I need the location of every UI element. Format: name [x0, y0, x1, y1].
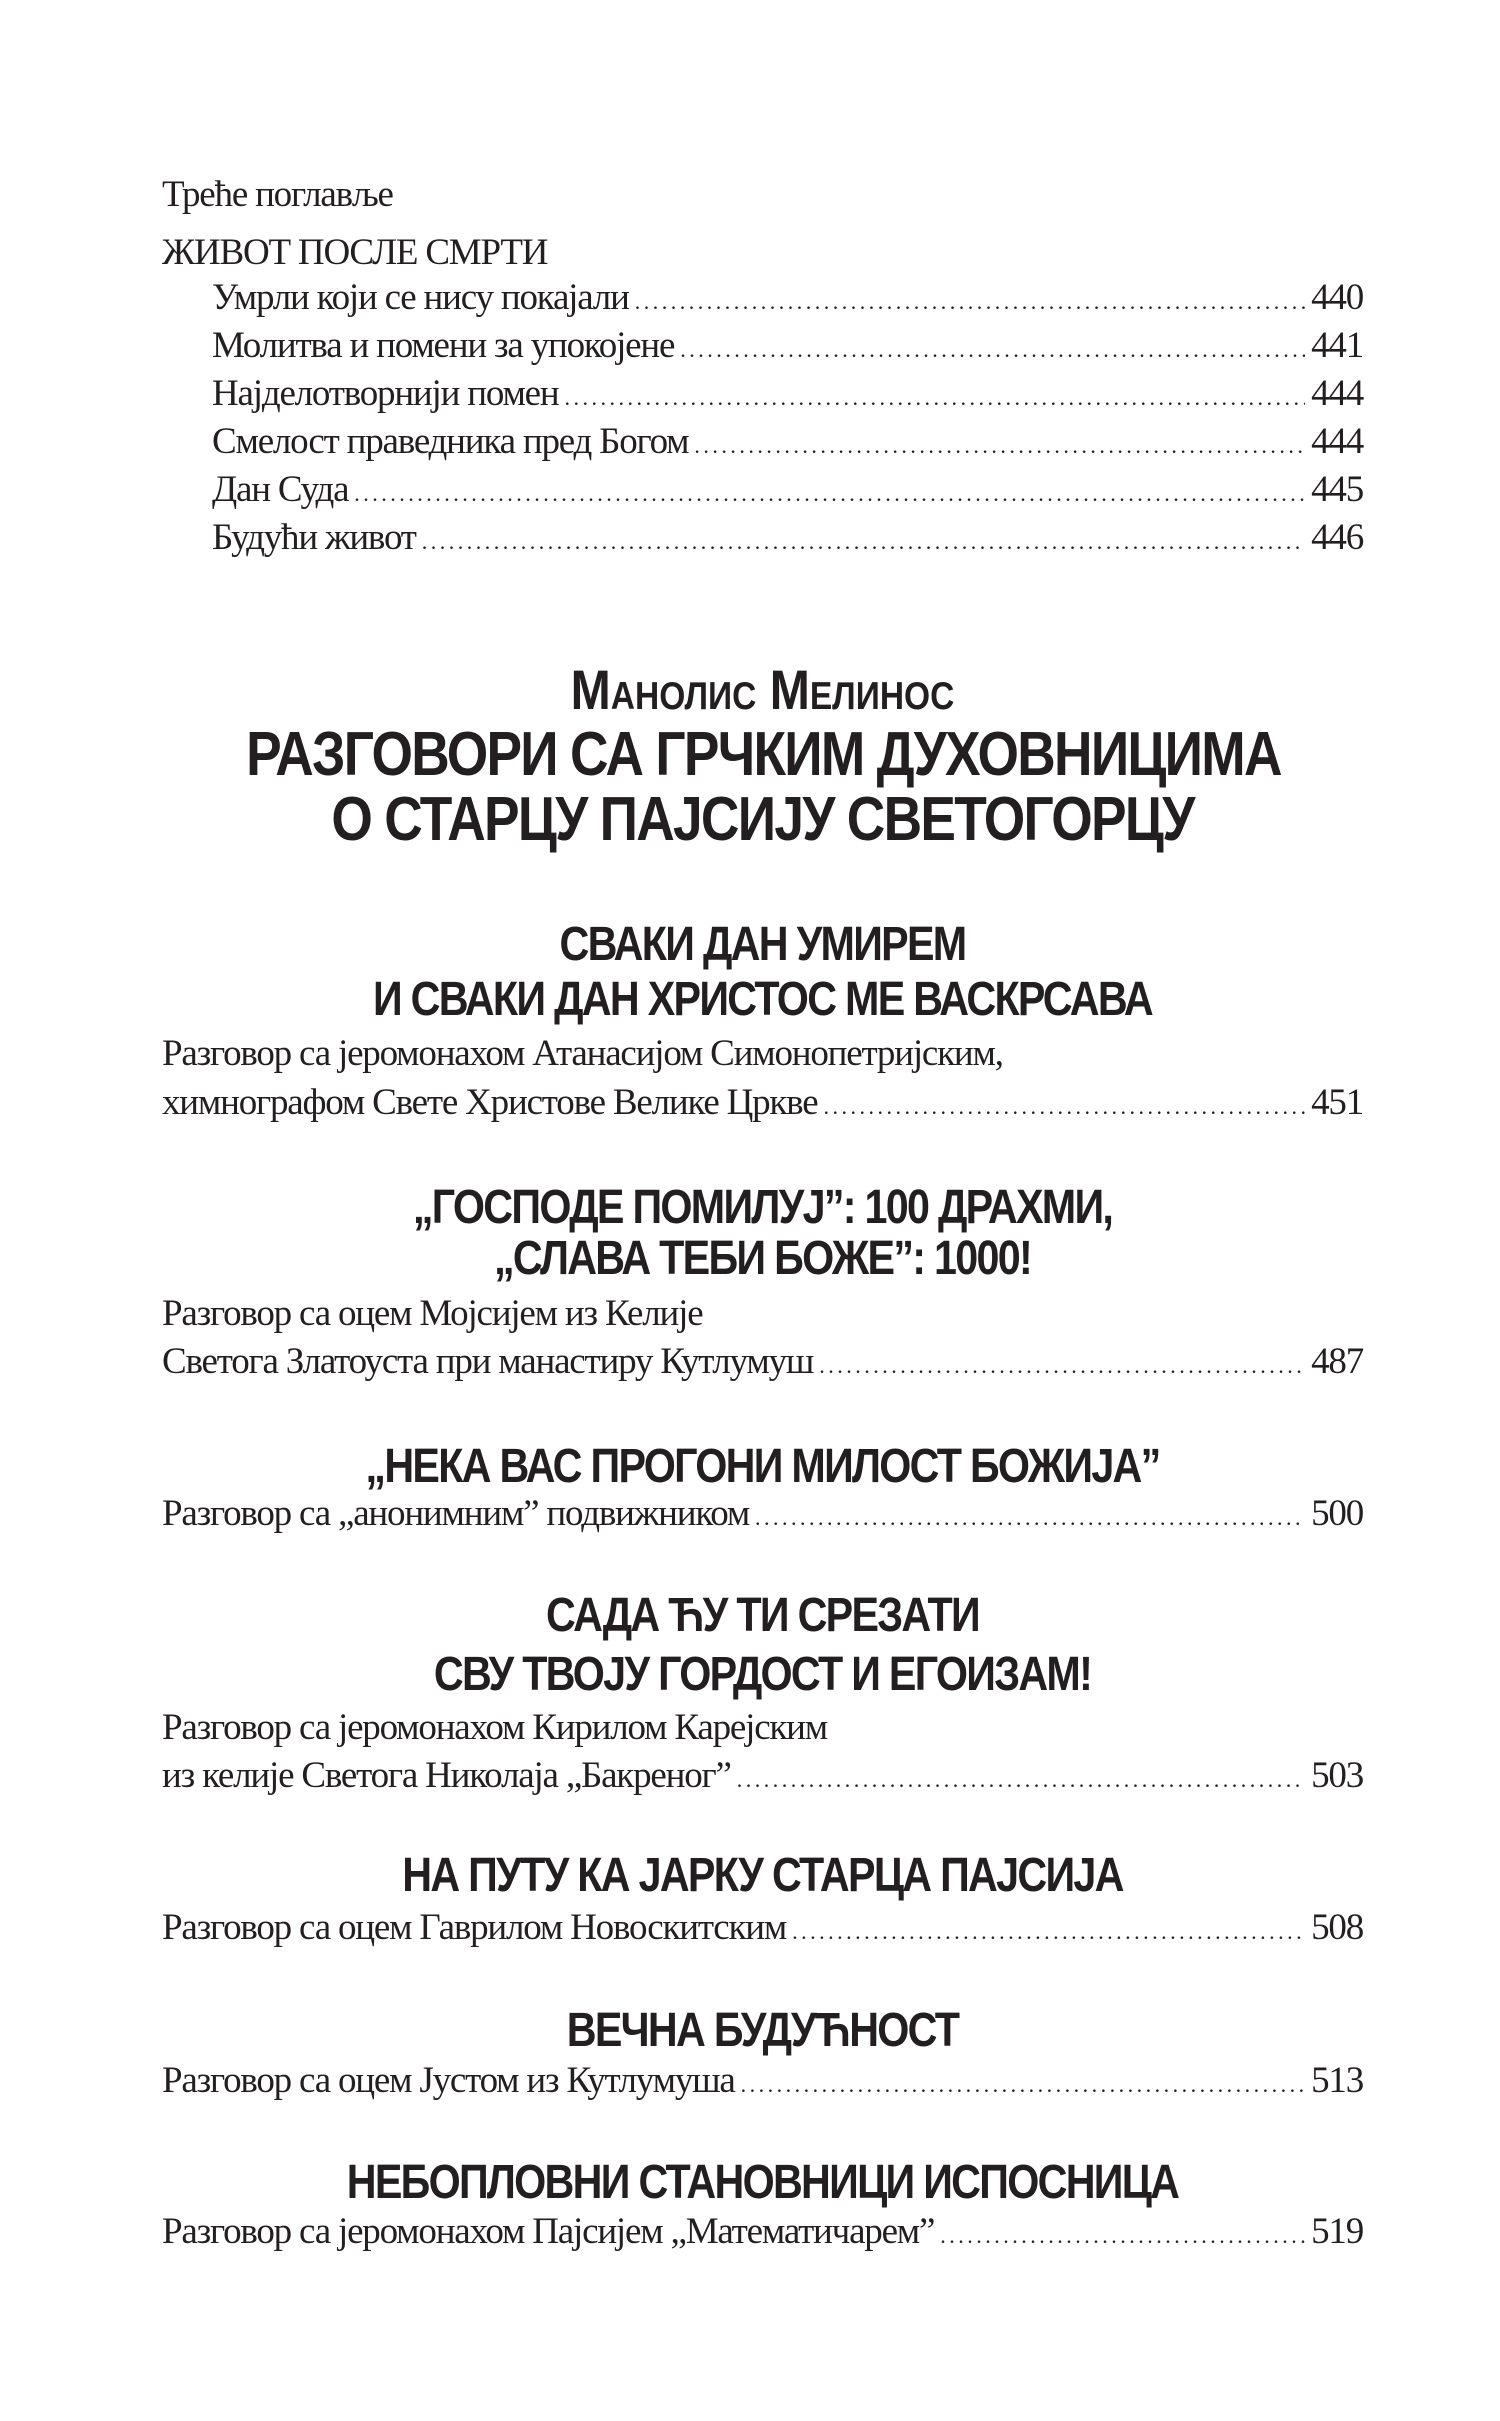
section-subtitle: из келије Светога Николаја „Бакреног”	[162, 1755, 731, 1796]
section-subtitle: Светога Златоуста при манастиру Кутлумуш	[162, 1341, 814, 1382]
toc-entry-page: 500	[1311, 1493, 1363, 1534]
toc-entry[interactable]	[162, 1084, 1363, 1121]
section-subtitle: Разговор са оцем Гаврилом Новоскитским	[162, 1907, 787, 1948]
toc-entry-page: 445	[1311, 469, 1363, 510]
toc-entry-title: Молитва и помени за упокојене	[212, 325, 675, 366]
toc-entry[interactable]	[162, 2213, 1363, 2250]
toc-entry-page: 444	[1311, 373, 1363, 414]
toc-entry[interactable]	[212, 327, 1363, 364]
section-heading: СВАКИ ДАН УМИРЕМ	[559, 918, 966, 971]
section-heading: НЕБОПЛОВНИ СТАНОВНИЦИ ИСПОСНИЦА	[346, 2156, 1179, 2209]
toc-entry-page: 440	[1311, 277, 1363, 318]
toc-entry-page: 444	[1311, 421, 1363, 462]
toc-entry-page: 513	[1311, 2060, 1363, 2101]
toc-entry-page: 503	[1311, 1755, 1363, 1796]
section-subtitle: Разговор са оцем Јустом из Кутлумуша	[162, 2060, 735, 2101]
dot-leader	[680, 327, 1305, 364]
dot-leader	[635, 279, 1305, 316]
dot-leader	[755, 1495, 1305, 1532]
section-heading: СВУ ТВОЈУ ГОРДОСТ И ЕГОИЗАМ!	[433, 1648, 1092, 1701]
book-author: Манолис Мелинос	[570, 658, 955, 721]
toc-entry-page: 508	[1311, 1907, 1363, 1948]
chapter-label: Треће поглавље	[162, 174, 393, 215]
toc-entry-page: 441	[1311, 325, 1363, 366]
section-subtitle: Разговор са јеромонахом Атанасијом Симонопетријским,	[162, 1033, 1003, 1074]
book-title-line-2: О СТАРЦУ ПАЈСИЈУ СВЕТОГОРЦУ	[331, 785, 1194, 854]
toc-entry-page: 451	[1311, 1082, 1363, 1123]
section-heading: САДА ЋУ ТИ СРЕЗАТИ	[546, 1589, 979, 1642]
chapter-title: ЖИВОТ ПОСЛЕ СМРТИ	[162, 232, 548, 273]
dot-leader	[354, 471, 1305, 508]
dot-leader	[940, 2213, 1305, 2250]
dot-leader	[741, 2062, 1305, 2099]
toc-entry[interactable]	[162, 2062, 1363, 2099]
section-subtitle: химнографом Свете Христове Велике Цркве	[162, 1082, 818, 1123]
dot-leader	[819, 1343, 1305, 1380]
dot-leader	[737, 1757, 1305, 1794]
section-subtitle: Разговор са оцем Мојсијем из Келије	[162, 1293, 703, 1334]
toc-entry-title: Најделотворнији помен	[212, 373, 559, 414]
toc-entry-title: Будући живот	[212, 517, 416, 558]
toc-entry-page: 446	[1311, 517, 1363, 558]
section-heading: НА ПУТУ КА ЈАРКУ СТАРЦА ПАЈСИЈА	[402, 1849, 1123, 1902]
toc-entry[interactable]	[212, 375, 1363, 412]
section-heading: „СЛАВА ТЕБИ БОЖЕ”: 1000!	[493, 1232, 1032, 1285]
toc-entry-page: 519	[1311, 2211, 1363, 2252]
toc-entry-title: Дан Суда	[212, 469, 349, 510]
section-heading: ВЕЧНА БУДУЋНОСТ	[566, 2004, 959, 2057]
toc-entry-page: 487	[1311, 1341, 1363, 1382]
toc-entry[interactable]	[162, 1495, 1363, 1532]
dot-leader	[565, 375, 1306, 412]
section-subtitle: Разговор са „анонимним” подвижником	[162, 1493, 750, 1534]
toc-entry[interactable]	[162, 1909, 1363, 1946]
toc-entry[interactable]	[212, 519, 1363, 556]
toc-entry-title: Смелост праведника пред Богом	[212, 421, 689, 462]
toc-entry-title: Умрли који се нису покајали	[212, 277, 629, 318]
dot-leader	[823, 1084, 1305, 1121]
section-subtitle: Разговор са јеромонахом Пајсијем „Математичарем”	[162, 2211, 935, 2252]
dot-leader	[792, 1909, 1305, 1946]
toc-entry[interactable]	[162, 1343, 1363, 1380]
section-heading: И СВАКИ ДАН ХРИСТОС МЕ ВАСКРСАВА	[372, 973, 1152, 1026]
toc-entry[interactable]	[212, 471, 1363, 508]
toc-entry[interactable]	[212, 279, 1363, 316]
toc-entry[interactable]	[162, 1757, 1363, 1794]
section-heading: „НЕКА ВАС ПРОГОНИ МИЛОСТ БОЖИЈА”	[365, 1440, 1160, 1493]
dot-leader	[694, 423, 1305, 460]
book-title-line-1: РАЗГОВОРИ СА ГРЧКИМ ДУХОВНИЦИМА	[246, 720, 1281, 789]
section-heading: „ГОСПОДЕ ПОМИЛУЈ”: 100 ДРАХМИ,	[412, 1181, 1113, 1234]
dot-leader	[422, 519, 1305, 556]
toc-entry[interactable]	[212, 423, 1363, 460]
section-subtitle: Разговор са јеромонахом Кирилом Карејским	[162, 1707, 828, 1748]
